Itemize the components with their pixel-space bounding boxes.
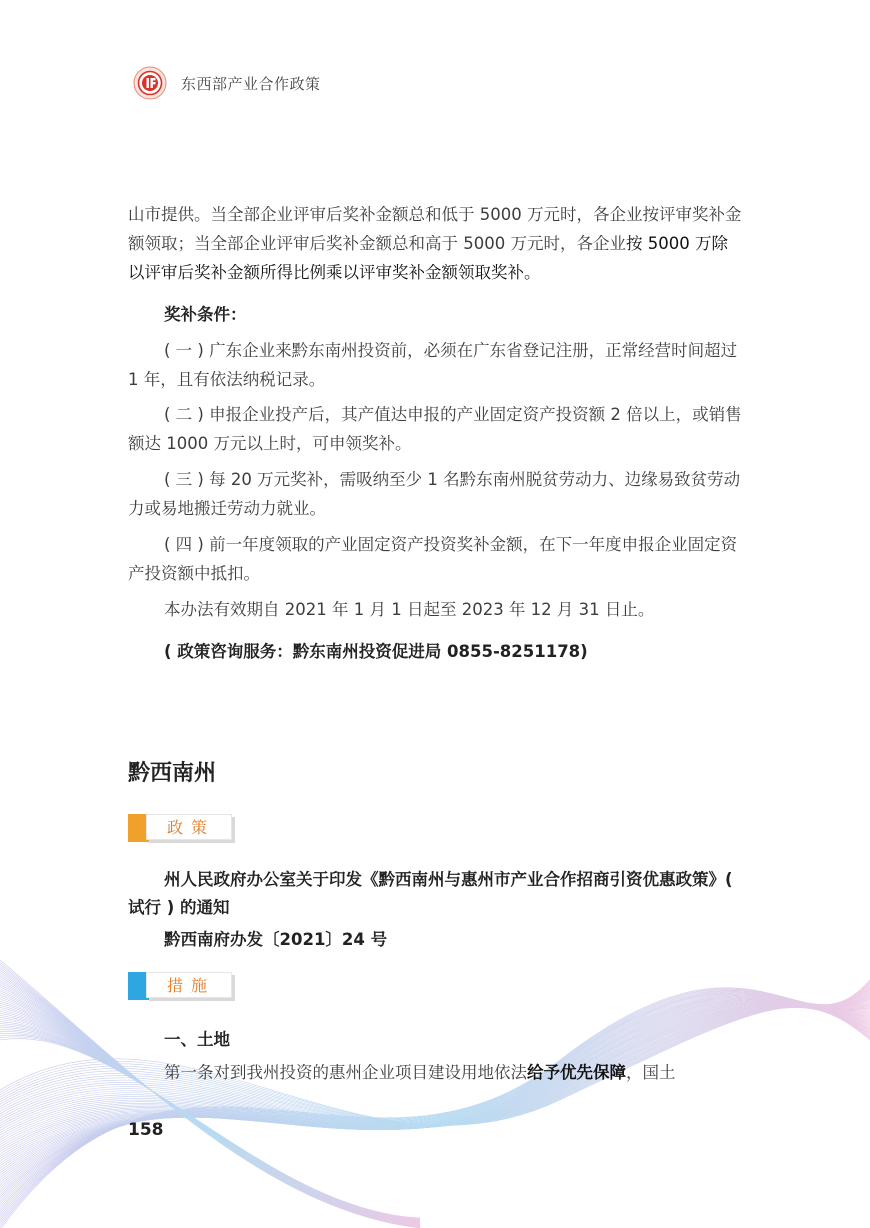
wave-line <box>0 984 870 1220</box>
policy-contact: ( 政策咨询服务：黔东南州投资促进局 0855-8251178) <box>164 642 588 661</box>
wave-line <box>0 974 420 1226</box>
wave-line <box>0 972 420 1226</box>
measures-tag <box>128 972 238 1002</box>
wave-line <box>0 980 870 1228</box>
article-1-emphasis: 给予优先保障 <box>527 1063 626 1082</box>
wave-line <box>0 992 870 1201</box>
condition-2: ( 二 ) 申报企业投产后，其产值达申报的产业固定资产投资额 2 倍以上，或销售额达 1000 万元以上时，可申领奖补。 <box>128 405 742 453</box>
wave-line <box>0 985 420 1225</box>
policy-document-title: 州人民政府办公室关于印发《黔西南州与惠州市产业合作招商引资优惠政策》( 试行 ) 的通知 <box>128 870 733 917</box>
wave-line <box>0 981 420 1226</box>
policy-document-number: 黔西南府办发〔2021〕24 号 <box>164 930 388 949</box>
wave-line <box>0 981 870 1228</box>
measures-tag-label: 措施 <box>146 972 232 998</box>
policy-emblem-logo <box>133 66 167 100</box>
policy-tag <box>128 814 238 844</box>
wave-line <box>0 1028 420 1220</box>
wave-line <box>0 1026 420 1220</box>
paragraph-award-emphasis: 按 5000 万除以评审后奖补金额所得比例乘以评审奖补金额领取奖补。 <box>128 234 728 282</box>
wave-line <box>0 991 870 1204</box>
wave-line <box>0 983 870 1223</box>
wave-line <box>0 988 870 1211</box>
wave-line <box>0 964 420 1227</box>
wave-line <box>0 987 870 1213</box>
conditions-title: 奖补条件： <box>164 305 247 324</box>
condition-1: ( 一 ) 广东企业来黔东南州投资前，必须在广东省登记注册，正常经营时间超过 1 年，且有依法纳税记录。 <box>128 341 738 389</box>
paragraph-award-distribution <box>128 200 742 287</box>
condition-4: ( 四 ) 前一年度领取的产业固定资产投资奖补金额，在下一年度申报企业固定资产投资额中抵扣。 <box>128 535 738 583</box>
wave-line <box>0 976 420 1226</box>
page-header <box>133 66 321 100</box>
policy-tag-label: 政策 <box>146 814 232 840</box>
wave-line <box>0 978 420 1225</box>
wave-line <box>0 986 870 1216</box>
wave-line <box>0 990 870 1206</box>
paragraph-award-text: 山市提供。当全部企业评审后奖补金额总和低于 5000 万元时，各企业按评审奖补金额领取；当全部企业评审后奖补金额总和高于 5000 万元时，各企业 <box>128 205 742 253</box>
page-number: 158 <box>128 1120 164 1140</box>
wave-line <box>0 970 420 1226</box>
header-title: 东西部产业合作政策 <box>181 74 321 93</box>
wave-line <box>0 985 870 1218</box>
wave-line <box>0 982 870 1225</box>
wave-line <box>0 989 870 1208</box>
article-1-text: 第一条对到我州投资的惠州企业项目建设用地依法 <box>164 1063 527 1082</box>
article-1-tail: ，国土 <box>626 1063 676 1082</box>
wave-line <box>0 983 420 1226</box>
wave-line <box>0 987 420 1225</box>
measures-article-1 <box>128 1058 742 1087</box>
wave-line <box>0 966 420 1227</box>
condition-3: ( 三 ) 每 20 万元奖补，需吸纳至少 1 名黔东南州脱贫劳动力、边缘易致贫劳动力或易地搬迁劳动力就业。 <box>128 470 741 518</box>
section-title: 黔西南州 <box>128 761 217 786</box>
measures-heading-land: 一、土地 <box>164 1030 230 1049</box>
validity-period: 本办法有效期自 2021 年 1 月 1 日起至 2023 年 12 月 31 日止。 <box>164 600 655 619</box>
wave-line <box>0 968 420 1227</box>
